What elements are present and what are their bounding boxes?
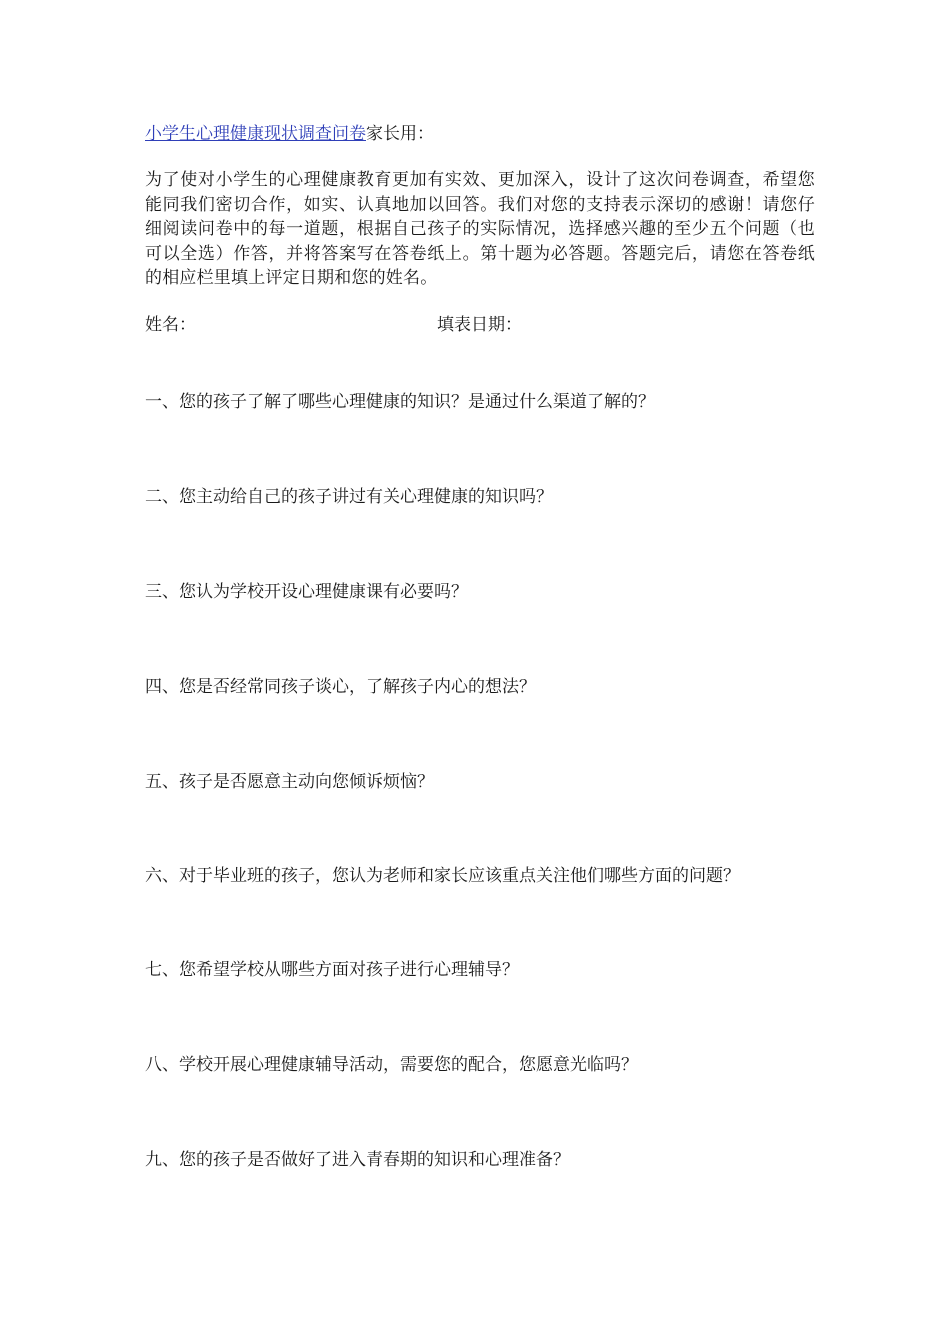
- question-3: 三、您认为学校开设心理健康课有必要吗？: [145, 582, 468, 602]
- survey-title-link[interactable]: 小学生心理健康现状调查问卷: [145, 124, 366, 144]
- fill-in-row: [145, 313, 815, 337]
- question-1: 一、您的孩子了解了哪些心理健康的知识？是通过什么渠道了解的？: [145, 392, 655, 412]
- questionnaire-page: [145, 122, 815, 1170]
- question-6: 六、对于毕业班的孩子，您认为老师和家长应该重点关注他们哪些方面的问题？: [145, 866, 740, 886]
- question-4: 四、您是否经常同孩子谈心，了解孩子内心的想法？: [145, 677, 536, 697]
- name-label: 姓名：: [145, 314, 196, 335]
- question-2: 二、您主动给自己的孩子讲过有关心理健康的知识吗？: [145, 487, 553, 507]
- question-7: 七、您希望学校从哪些方面对孩子进行心理辅导？: [145, 960, 519, 980]
- question-8: 八、学校开展心理健康辅导活动，需要您的配合，您愿意光临吗？: [145, 1055, 638, 1075]
- intro-paragraph: 为了使对小学生的心理健康教育更加有实效、更加深入，设计了这次问卷调查，希望您能同我们密切合作，如实、认真地加以回答。我们对您的支持表示深切的感谢！请您仔细阅读问卷中的每一道题，根据自己孩子的实际情况，选择感兴趣的至少五个问题（也可以全选）作答，并将答案写在答卷纸上。第十题为必答题。答题完后，请您在答卷纸的相应栏里填上评定日期和您的姓名。: [145, 170, 815, 288]
- question-5: 五、孩子是否愿意主动向您倾诉烦恼？: [145, 772, 434, 792]
- audience-label: 家长用：: [366, 124, 434, 144]
- date-label: 填表日期：: [437, 314, 522, 335]
- question-9: 九、您的孩子是否做好了进入青春期的知识和心理准备？: [145, 1150, 570, 1170]
- document-heading: [145, 122, 815, 146]
